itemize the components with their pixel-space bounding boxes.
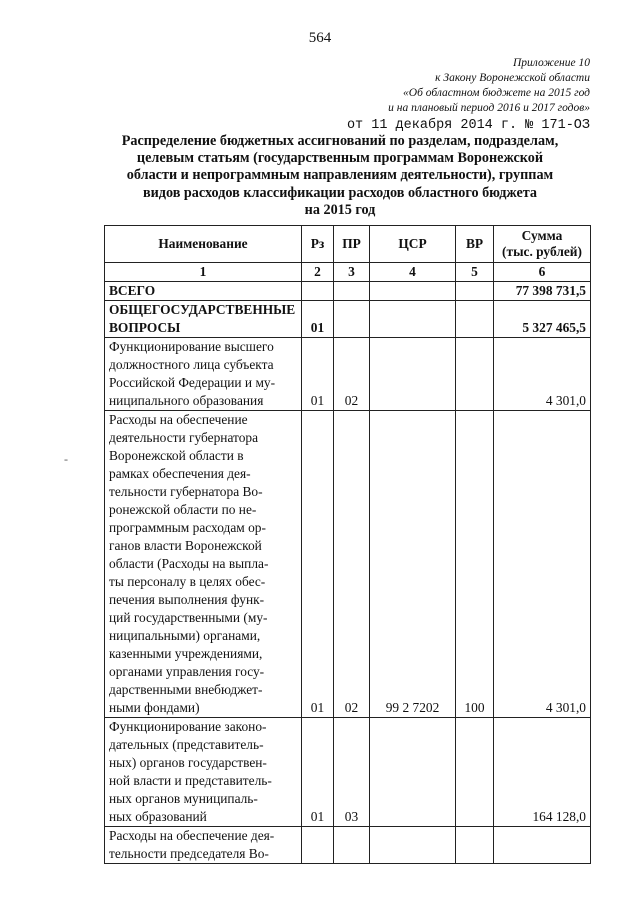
annex-header [347,56,590,134]
cell-name-line: ных органов муниципаль- [109,791,258,806]
cell-name-line: программным расходам ор- [109,520,266,535]
table-row [105,338,591,411]
cell-name-line: казенными учреждениями, [109,646,263,661]
cell-sum: 5 327 465,5 [494,301,591,338]
cell-sum [494,827,591,864]
cell-name [105,827,302,864]
cell-name-line: рамках обеспечения дея- [109,466,251,481]
cell-name-line: ными фондами) [109,700,200,715]
table-row [105,411,591,718]
cell-name-line: ций государственными (му- [109,610,268,625]
cell-csr [370,338,456,411]
cell-sum: 4 301,0 [494,411,591,718]
header-csr: ЦСР [370,226,456,263]
title-line: целевым статьям (государственным программам Воронежской [136,150,544,167]
title-line: области и непрограммным направлениям деятельности), группам [126,167,554,184]
header-pr: ПР [334,226,370,263]
cell-pr [334,282,370,301]
cell-rz: 01 [302,718,334,827]
cell-vr [456,718,494,827]
column-number: 5 [456,263,494,282]
cell-pr: 02 [334,411,370,718]
cell-vr [456,338,494,411]
cell-sum: 77 398 731,5 [494,282,591,301]
table-row [105,827,591,864]
cell-rz: 01 [302,338,334,411]
header-name: Наименование [105,226,302,263]
cell-pr [334,301,370,338]
cell-pr: 02 [334,338,370,411]
cell-csr [370,282,456,301]
annex-line: Приложение 10 [512,57,590,69]
title-line: на 2015 год [304,201,376,218]
cell-name-line: ты персоналу в целях обес- [109,574,266,589]
cell-pr: 03 [334,718,370,827]
column-number: 2 [302,263,334,282]
cell-name-line: должностного лица субъекта [109,357,274,372]
cell-name-line: тельности губернатора Во- [109,484,263,499]
document-title [90,133,590,219]
cell-csr [370,827,456,864]
cell-name-line: Воронежской области в [109,448,244,463]
header-sum-line: Сумма [521,228,563,243]
cell-name-line: дательных (представитель- [109,737,264,752]
cell-name-line: ганов власти Воронежской [109,538,262,553]
cell-rz: 01 [302,411,334,718]
table-row [105,282,591,301]
cell-sum: 164 128,0 [494,718,591,827]
cell-sum: 4 301,0 [494,338,591,411]
header-sum [494,226,591,263]
cell-csr [370,301,456,338]
title-line: Распределение бюджетных ассигнований по разделам, подразделам, [121,133,559,149]
cell-name [105,338,302,411]
annex-line: к Закону Воронежской области [435,72,590,84]
cell-name-line: Российской Федерации и му- [109,375,276,390]
cell-name-line: ниципального образования [109,393,264,408]
cell-rz [302,282,334,301]
cell-name-line: Расходы на обеспечение [109,412,248,427]
cell-name-line: ниципальными) органами, [109,628,261,643]
cell-vr [456,282,494,301]
cell-name [105,411,302,718]
title-line: видов расходов классификации расходов областного бюджета [142,184,538,201]
cell-pr [334,827,370,864]
cell-name [105,301,302,338]
column-number: 4 [370,263,456,282]
cell-rz: 01 [302,301,334,338]
cell-name-line: тельности председателя Во- [109,846,269,861]
annex-line: «Об областном бюджете на 2015 год [403,87,590,99]
cell-name-line: дарственными внебюджет- [109,682,263,697]
cell-name-line: печения выполнения функ- [109,592,265,607]
column-number: 1 [105,263,302,282]
column-numbering-row [105,263,591,282]
annex-line: и на плановый период 2016 и 2017 годов» [388,102,590,114]
cell-name-line: ной власти и представитель- [109,773,272,788]
cell-name-line: Функционирование высшего [109,339,274,354]
cell-name [105,718,302,827]
budget-table [104,225,591,864]
column-number: 6 [494,263,591,282]
cell-csr [370,718,456,827]
table-row [105,718,591,827]
header-vr: ВР [456,226,494,263]
cell-name-line: ронежской области по не- [109,502,257,517]
cell-rz [302,827,334,864]
cell-name-line: ВСЕГО [109,283,156,298]
cell-name-line: деятельности губернатора [109,430,259,445]
page-number: 564 [308,30,332,46]
cell-name-line: Расходы на обеспечение дея- [109,828,275,843]
cell-vr: 100 [456,411,494,718]
cell-name [105,282,302,301]
header-rz: Рз [302,226,334,263]
cell-name-line: области (Расходы на выпла- [109,556,269,571]
cell-csr: 99 2 7202 [370,411,456,718]
column-number: 3 [334,263,370,282]
cell-name-line: органами управления госу- [109,664,265,679]
cell-vr [456,301,494,338]
cell-name-line: Функционирование законо- [109,719,267,734]
table-header-row [105,226,591,263]
cell-name-line: ОБЩЕГОСУДАРСТВЕННЫЕ [109,302,296,317]
header-sum-line: (тыс. рублей) [502,244,582,259]
law-date-stamp: от 11 декабря 2014 г. № 171-ОЗ [346,118,590,133]
margin-mark: - [64,452,68,466]
cell-name-line: ных образований [109,809,207,824]
cell-name-line: ных) органов государствен- [109,755,267,770]
table-row [105,301,591,338]
cell-name-line: ВОПРОСЫ [109,320,181,335]
cell-vr [456,827,494,864]
